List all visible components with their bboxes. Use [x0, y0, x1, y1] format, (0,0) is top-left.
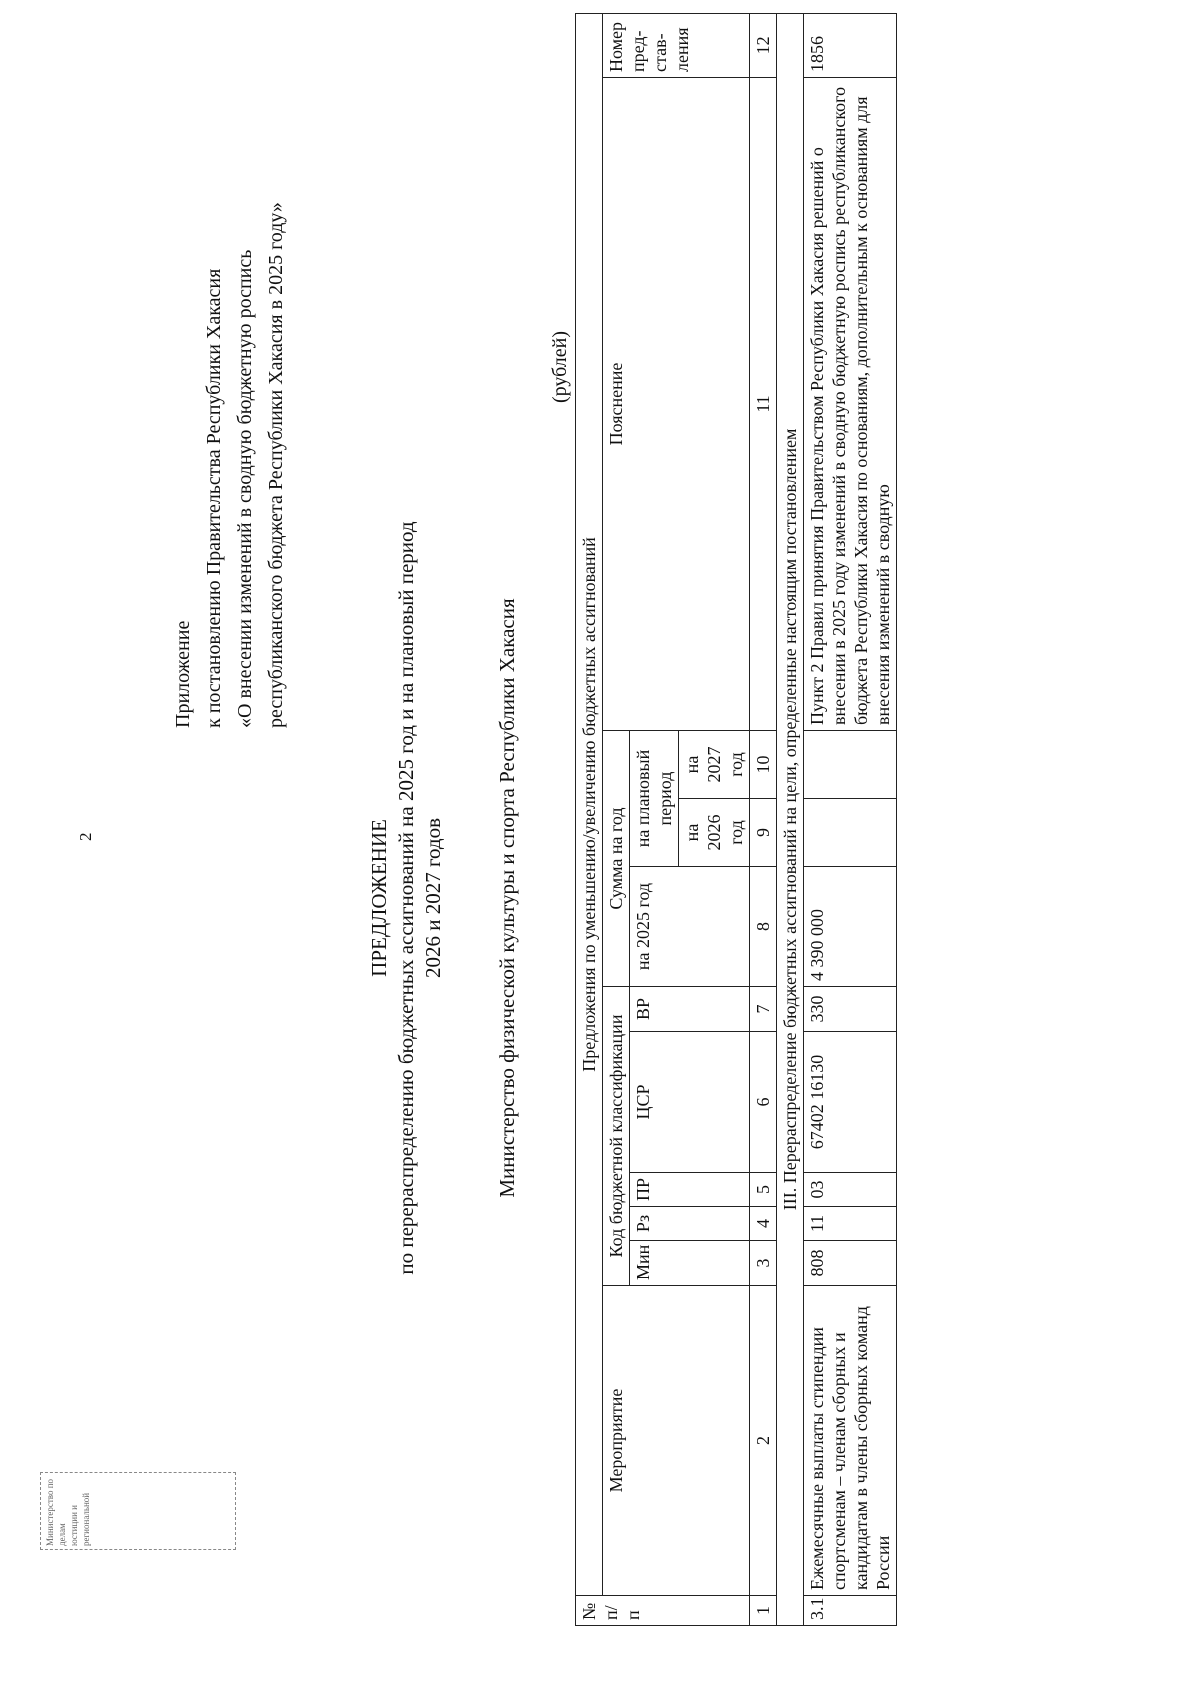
sum-2026-cell: [804, 799, 897, 867]
column-number: 11: [750, 78, 777, 731]
pr-cell: 03: [804, 1173, 897, 1207]
header-cell: Сумма на год: [603, 731, 630, 987]
header-row: [603, 13, 630, 1625]
explanation-cell: Пункт 2 Правил принятия Правительством Республики Хакасия решений о внесении в 2025 году изменений в сводную бюджетную роспись республиканского бюджета Республики Хакасия по основаниям, дополнительным к основаниям для внесения изменений в сводную: [804, 78, 897, 731]
stamp-line: Министерство по делам: [45, 1478, 67, 1546]
stamp-line: юстиции и региональной: [69, 1492, 91, 1546]
section-row: [777, 13, 804, 1625]
header-cell: на 2025 год: [630, 867, 750, 987]
row-number: 3.1: [804, 1596, 897, 1626]
header-cell: Пояснение: [603, 78, 750, 731]
rz-cell: 11: [804, 1207, 897, 1241]
header-cell: Предложения по уменьшению/увеличению бюджетных ассигнований: [576, 13, 603, 1595]
sum-2025-cell: 4 390 000: [804, 867, 897, 987]
column-number: 4: [750, 1207, 777, 1241]
document-title: ПРЕДЛОЖЕНИЕ: [367, 819, 391, 977]
header-cell: ПР: [630, 1173, 750, 1207]
appendix-line: к постановлению Правительства Республики Хакасия: [203, 268, 225, 728]
ministry-name: Министерство физической культуры и спорта Республики Хакасия: [495, 598, 519, 1198]
table-row: [804, 13, 897, 1625]
column-number: 2: [750, 1286, 777, 1596]
header-cell: Рз: [630, 1207, 750, 1241]
column-number-row: [750, 13, 777, 1625]
column-number: 6: [750, 1032, 777, 1173]
appendix-line: «О внесении изменений в сводную бюджетную роспись: [234, 249, 256, 728]
appendix-heading: [168, 202, 292, 728]
column-number: 12: [750, 13, 777, 77]
registration-stamp: [40, 1472, 236, 1550]
min-cell: 808: [804, 1241, 897, 1286]
representation-number-cell: 1856: [804, 13, 897, 77]
header-cell: Номер пред-став-ления: [603, 13, 750, 77]
unit-label: (рублей): [549, 330, 571, 403]
document-subtitle: 2026 и 2027 годов: [421, 817, 445, 979]
column-number: 9: [750, 799, 777, 867]
column-number: 7: [750, 987, 777, 1032]
proposal-heading: [366, 398, 447, 1398]
sum-2027-cell: [804, 731, 897, 799]
allocation-table: [575, 13, 897, 1626]
event-cell: Ежемесячные выплаты стипендии спортсменам – членам сборных и кандидатам в члены сборных команд России: [804, 1286, 897, 1596]
header-cell: Код бюджетной классификации: [603, 987, 630, 1286]
header-cell: Мин: [630, 1241, 750, 1286]
section-title: III. Перераспределение бюджетных ассигнований на цели, определенные настоящим постановлением: [777, 13, 804, 1625]
column-number: 5: [750, 1173, 777, 1207]
page-number: 2: [76, 832, 95, 841]
header-cell: № п/п: [576, 1596, 750, 1626]
header-cell: ВР: [630, 987, 750, 1032]
appendix-line: Приложение: [172, 620, 194, 728]
header-cell: Мероприятие: [603, 1286, 750, 1596]
header-cell: на плановый период: [630, 731, 679, 867]
vr-cell: 330: [804, 987, 897, 1032]
appendix-line: республиканского бюджета Республики Хакасия в 2025 году»: [265, 202, 287, 728]
header-cell: ЦСР: [630, 1032, 750, 1173]
header-row: [576, 13, 603, 1625]
header-cell: на 2027 год: [679, 731, 750, 799]
column-number: 10: [750, 731, 777, 799]
column-number: 1: [750, 1596, 777, 1626]
document-subtitle: по перераспределению бюджетных ассигнований на 2025 год и на плановый период: [394, 521, 418, 1275]
column-number: 8: [750, 867, 777, 987]
csr-cell: 67402 16130: [804, 1032, 897, 1173]
header-cell: на 2026 год: [679, 799, 750, 867]
column-number: 3: [750, 1241, 777, 1286]
